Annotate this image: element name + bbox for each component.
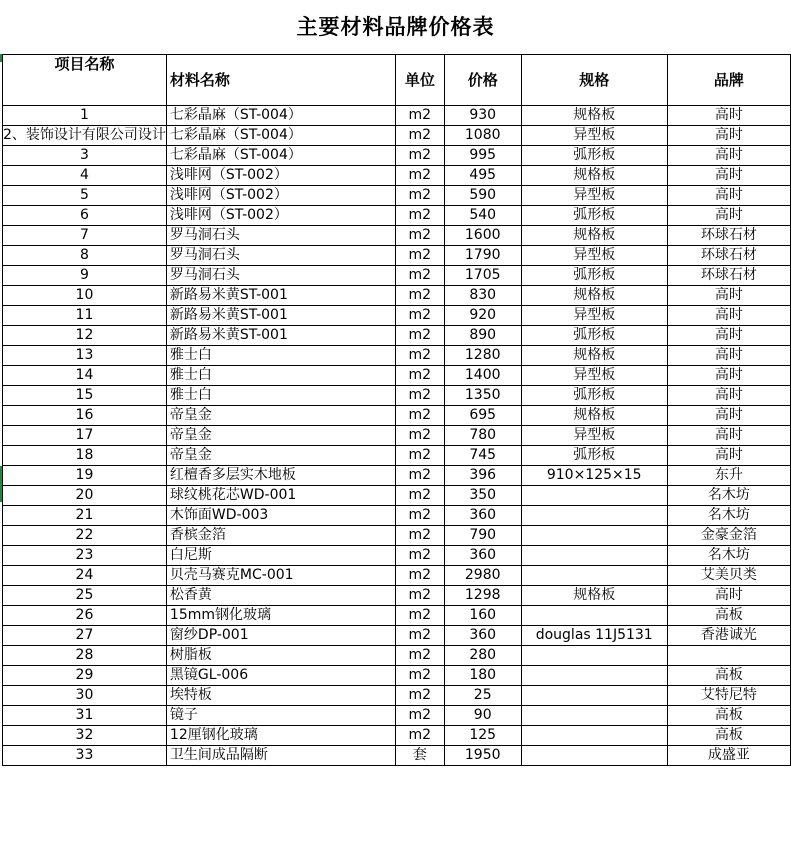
cell-spec[interactable]: 弧形板 [521,146,667,166]
table-row [3,386,791,406]
cell-spec[interactable]: 规格板 [521,166,667,186]
cell-price[interactable]: 125 [444,726,521,746]
cell-num[interactable]: 14 [3,366,167,386]
cell-num[interactable]: 29 [3,666,167,686]
cell-num[interactable]: 1 [3,106,167,126]
cell-spec[interactable] [521,706,667,726]
cell-price[interactable]: 25 [444,686,521,706]
cell-num[interactable]: 11 [3,306,167,326]
cell-price[interactable]: 995 [444,146,521,166]
cell-unit[interactable]: m2 [395,526,444,546]
cell-price[interactable]: 780 [444,426,521,446]
cell-name[interactable]: 罗马洞石头 [166,246,395,266]
cell-num[interactable]: 8 [3,246,167,266]
cell-brand[interactable]: 环球石材 [667,266,790,286]
cell-price[interactable]: 396 [444,466,521,486]
cell-name[interactable]: 浅啡网（ST-002） [166,186,395,206]
cell-unit[interactable]: m2 [395,226,444,246]
cell-num[interactable]: 9 [3,266,167,286]
cell-brand[interactable]: 高时 [667,326,790,346]
cell-num[interactable]: 26 [3,606,167,626]
table-row [3,566,791,586]
cell-brand[interactable]: 高板 [667,726,790,746]
cell-unit[interactable]: m2 [395,426,444,446]
cell-spec[interactable]: 规格板 [521,226,667,246]
cell-spec[interactable]: 规格板 [521,406,667,426]
cell-spec[interactable]: 规格板 [521,346,667,366]
cell-num[interactable]: 25 [3,586,167,606]
cell-unit[interactable]: m2 [395,386,444,406]
cell-num[interactable]: 31 [3,706,167,726]
cell-num[interactable]: 28 [3,646,167,666]
cell-brand[interactable]: 环球石材 [667,226,790,246]
cell-spec[interactable] [521,666,667,686]
cell-unit[interactable]: m2 [395,206,444,226]
cell-unit[interactable]: m2 [395,466,444,486]
cell-num[interactable]: 13 [3,346,167,366]
cell-brand[interactable]: 高时 [667,586,790,606]
header-brand[interactable]: 品牌 [667,55,790,106]
cell-num[interactable]: 3 [3,146,167,166]
cell-unit[interactable]: m2 [395,686,444,706]
cell-unit[interactable]: m2 [395,546,444,566]
cell-unit[interactable]: m2 [395,626,444,646]
cell-price[interactable]: 1790 [444,246,521,266]
cell-price[interactable]: 90 [444,706,521,726]
cell-spec[interactable]: 异型板 [521,306,667,326]
cell-num[interactable]: 17 [3,426,167,446]
cell-spec[interactable]: 规格板 [521,586,667,606]
cell-unit[interactable]: m2 [395,406,444,426]
cell-unit[interactable]: m2 [395,606,444,626]
table-row [3,226,791,246]
cell-spec[interactable] [521,566,667,586]
table-row [3,666,791,686]
cell-brand[interactable]: 高时 [667,346,790,366]
cell-brand[interactable]: 高时 [667,146,790,166]
cell-name[interactable]: 雅士白 [166,366,395,386]
cell-name[interactable]: 12厘钢化玻璃 [166,726,395,746]
cell-price[interactable]: 540 [444,206,521,226]
cell-name[interactable]: 雅士白 [166,386,395,406]
page-title: 主要材料品牌价格表 [296,15,495,39]
table-row [3,726,791,746]
table-row [3,326,791,346]
cell-brand[interactable]: 高时 [667,306,790,326]
cell-num[interactable]: 6 [3,206,167,226]
cell-name[interactable]: 七彩晶麻（ST-004） [166,106,395,126]
cell-brand[interactable]: 高时 [667,106,790,126]
cell-price[interactable]: 180 [444,666,521,686]
cell-unit[interactable]: m2 [395,506,444,526]
cell-price[interactable]: 590 [444,186,521,206]
table-row [3,306,791,326]
cell-spec[interactable]: 弧形板 [521,386,667,406]
cell-brand[interactable]: 高时 [667,166,790,186]
cell-price[interactable]: 1705 [444,266,521,286]
table-row [3,626,791,646]
cell-spec[interactable] [521,606,667,626]
cell-name[interactable]: 香槟金箔 [166,526,395,546]
table-row [3,146,791,166]
cell-price[interactable]: 160 [444,606,521,626]
cell-unit[interactable]: m2 [395,306,444,326]
header-price[interactable]: 价格 [444,55,521,106]
cell-spec[interactable] [521,726,667,746]
cell-name[interactable]: 镜子 [166,706,395,726]
cell-unit[interactable]: m2 [395,566,444,586]
table-row [3,606,791,626]
cell-brand[interactable]: 名木坊 [667,506,790,526]
cell-price[interactable]: 745 [444,446,521,466]
cell-unit[interactable]: 套 [395,746,444,766]
cell-name[interactable]: 罗马洞石头 [166,266,395,286]
table-row [3,366,791,386]
header-name[interactable]: 材料名称 [166,55,395,106]
cell-name[interactable]: 新路易米黄ST-001 [166,326,395,346]
table-row [3,106,791,126]
cell-num[interactable]: 15 [3,386,167,406]
cell-name[interactable]: 红檀香多层实木地板 [166,466,395,486]
cell-num[interactable]: 16 [3,406,167,426]
cell-name[interactable]: 木饰面WD-003 [166,506,395,526]
table-row [3,446,791,466]
cell-price[interactable]: 830 [444,286,521,306]
cell-price[interactable]: 930 [444,106,521,126]
header-row [3,55,791,106]
cell-price[interactable]: 1298 [444,586,521,606]
table-row [3,706,791,726]
cell-brand[interactable]: 香港诚光 [667,626,790,646]
cell-name[interactable]: 帝皇金 [166,426,395,446]
cell-brand[interactable]: 成盛亚 [667,746,790,766]
cell-name[interactable]: 松香黄 [166,586,395,606]
cell-brand[interactable]: 名木坊 [667,486,790,506]
cell-price[interactable]: 360 [444,626,521,646]
cell-spec[interactable]: 规格板 [521,106,667,126]
price-table [2,54,791,766]
cell-brand[interactable]: 名木坊 [667,546,790,566]
cell-brand[interactable]: 高时 [667,286,790,306]
table-row [3,426,791,446]
cell-num[interactable]: 10 [3,286,167,306]
cell-name[interactable]: 帝皇金 [166,406,395,426]
cell-name[interactable]: 窗纱DP-001 [166,626,395,646]
cell-price[interactable]: 495 [444,166,521,186]
header-num[interactable]: 项目名称 [3,55,167,106]
cell-brand[interactable]: 东升 [667,466,790,486]
cell-spec[interactable]: 弧形板 [521,206,667,226]
cell-name[interactable]: 15mm钢化玻璃 [166,606,395,626]
table-row [3,246,791,266]
cell-name[interactable]: 七彩晶麻（ST-004） [166,126,395,146]
cell-brand[interactable]: 环球石材 [667,246,790,266]
cell-price[interactable]: 1280 [444,346,521,366]
cell-name[interactable]: 新路易米黄ST-001 [166,306,395,326]
cell-num[interactable]: 7 [3,226,167,246]
cell-brand[interactable]: 高时 [667,186,790,206]
cell-num[interactable]: 4 [3,166,167,186]
cell-spec[interactable] [521,546,667,566]
cell-price[interactable]: 1350 [444,386,521,406]
cell-price[interactable]: 790 [444,526,521,546]
cell-spec[interactable] [521,526,667,546]
cell-num[interactable]: 30 [3,686,167,706]
table-row [3,546,791,566]
cell-spec[interactable]: 910×125×15 [521,466,667,486]
cell-spec[interactable] [521,506,667,526]
cell-unit[interactable]: m2 [395,646,444,666]
cell-spec[interactable]: 弧形板 [521,266,667,286]
cell-name[interactable]: 新路易米黄ST-001 [166,286,395,306]
cell-brand[interactable]: 艾美贝类 [667,566,790,586]
cell-num[interactable]: 18 [3,446,167,466]
cell-name[interactable]: 雅士白 [166,346,395,366]
cell-unit[interactable]: m2 [395,106,444,126]
cell-name[interactable]: 浅啡网（ST-002） [166,166,395,186]
cell-num[interactable]: 33 [3,746,167,766]
cell-brand[interactable]: 金豪金箔 [667,526,790,546]
table-row [3,346,791,366]
cell-num[interactable]: 23 [3,546,167,566]
cell-spec[interactable]: 异型板 [521,246,667,266]
cell-unit[interactable]: m2 [395,666,444,686]
cell-num[interactable]: 12 [3,326,167,346]
cell-num[interactable]: 20 [3,486,167,506]
cell-num[interactable]: 5 [3,186,167,206]
cell-spec[interactable]: 异型板 [521,366,667,386]
table-row [3,466,791,486]
cell-spec[interactable] [521,746,667,766]
cell-name[interactable]: 七彩晶麻（ST-004） [166,146,395,166]
cell-brand[interactable]: 高时 [667,206,790,226]
cell-price[interactable]: 1950 [444,746,521,766]
cell-spec[interactable]: 异型板 [521,186,667,206]
cell-num[interactable]: 21 [3,506,167,526]
table-row [3,406,791,426]
cell-price[interactable]: 890 [444,326,521,346]
cell-unit[interactable]: m2 [395,326,444,346]
cell-spec[interactable] [521,686,667,706]
cell-unit[interactable]: m2 [395,726,444,746]
cell-spec[interactable]: 异型板 [521,426,667,446]
table-row [3,286,791,306]
cell-unit[interactable]: m2 [395,246,444,266]
cell-unit[interactable]: m2 [395,146,444,166]
cell-name[interactable]: 球纹桃花芯WD-001 [166,486,395,506]
cell-spec[interactable] [521,486,667,506]
table-row [3,486,791,506]
cell-spec[interactable]: 规格板 [521,286,667,306]
cell-brand[interactable]: 高板 [667,606,790,626]
cell-name[interactable]: 埃特板 [166,686,395,706]
cell-spec[interactable]: douglas 11J5131 [521,626,667,646]
cell-name[interactable]: 浅啡网（ST-002） [166,206,395,226]
cell-name[interactable]: 黑镜GL-006 [166,666,395,686]
cell-name[interactable]: 卫生间成品隔断 [166,746,395,766]
cell-spec[interactable]: 弧形板 [521,326,667,346]
cell-brand[interactable]: 高时 [667,426,790,446]
cell-num[interactable]: 19 [3,466,167,486]
cell-brand[interactable]: 高时 [667,366,790,386]
cell-unit[interactable]: m2 [395,166,444,186]
cell-num[interactable]: 2、装饰设计有限公司设计 [3,126,167,146]
table-row [3,206,791,226]
cell-price[interactable]: 1400 [444,366,521,386]
table-row [3,586,791,606]
cell-brand[interactable]: 高时 [667,406,790,426]
cell-marker [0,54,2,62]
cell-num[interactable]: 22 [3,526,167,546]
cell-price[interactable]: 920 [444,306,521,326]
cell-name[interactable]: 帝皇金 [166,446,395,466]
cell-num[interactable]: 27 [3,626,167,646]
header-spec[interactable]: 规格 [521,55,667,106]
table-row [3,166,791,186]
cell-price[interactable]: 1080 [444,126,521,146]
cell-brand[interactable]: 高时 [667,126,790,146]
cell-unit[interactable]: m2 [395,706,444,726]
cell-price[interactable]: 1600 [444,226,521,246]
table-row [3,126,791,146]
cell-price[interactable]: 360 [444,546,521,566]
cell-spec[interactable] [521,646,667,666]
cell-num[interactable]: 32 [3,726,167,746]
table-row [3,646,791,666]
cell-price[interactable]: 350 [444,486,521,506]
table-row [3,526,791,546]
cell-price[interactable]: 280 [444,646,521,666]
cell-marker [0,466,2,502]
cell-unit[interactable]: m2 [395,266,444,286]
cell-spec[interactable]: 弧形板 [521,446,667,466]
cell-unit[interactable]: m2 [395,186,444,206]
cell-unit[interactable]: m2 [395,446,444,466]
cell-unit[interactable]: m2 [395,346,444,366]
table-body [3,106,791,766]
cell-name[interactable]: 罗马洞石头 [166,226,395,246]
cell-unit[interactable]: m2 [395,586,444,606]
cell-name[interactable]: 树脂板 [166,646,395,666]
cell-num[interactable]: 24 [3,566,167,586]
table-row [3,746,791,766]
cell-spec[interactable]: 异型板 [521,126,667,146]
cell-price[interactable]: 360 [444,506,521,526]
table-row [3,686,791,706]
cell-price[interactable]: 695 [444,406,521,426]
cell-price[interactable]: 2980 [444,566,521,586]
cell-unit[interactable]: m2 [395,486,444,506]
cell-brand[interactable]: 艾特尼特 [667,686,790,706]
header-unit[interactable]: 单位 [395,55,444,106]
cell-brand[interactable]: 高板 [667,706,790,726]
cell-brand[interactable]: 高板 [667,666,790,686]
cell-unit[interactable]: m2 [395,126,444,146]
cell-brand[interactable]: 高时 [667,446,790,466]
table-row [3,266,791,286]
table-row [3,186,791,206]
cell-unit[interactable]: m2 [395,286,444,306]
cell-brand[interactable] [667,646,790,666]
cell-brand[interactable]: 高时 [667,386,790,406]
cell-name[interactable]: 白尼斯 [166,546,395,566]
table-row [3,506,791,526]
cell-name[interactable]: 贝壳马赛克MC-001 [166,566,395,586]
cell-unit[interactable]: m2 [395,366,444,386]
